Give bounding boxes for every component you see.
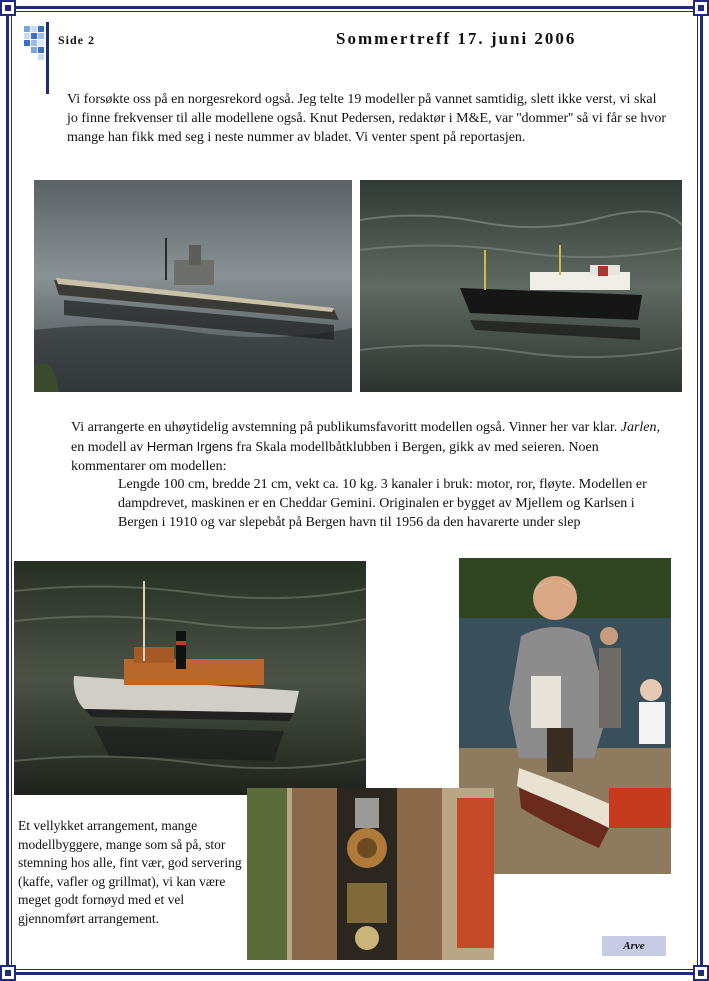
model-name: Jarlen,	[620, 420, 661, 435]
model-specs-paragraph: Lengde 100 cm, bredde 21 cm, vekt ca. 10 kg. 3 kanaler i bruk: motor, ror, fløyte. Modellen er dampdrevet, maskinen er en Cheddar Gemini. Originalen er bygget av Mjellem og Karlsen i Bergen i 1910 og var slepebåt på Bergen havn til 1956 da den havarerte under slep	[118, 477, 647, 530]
newsletter-logo-icon	[24, 22, 50, 94]
vote-text-part1: Vi arrangerte en uhøytidelig avstemning på publikumsfavoritt modellen også. Vinner her var klar.	[71, 420, 621, 435]
photo-steamer-model	[360, 180, 682, 392]
corner-ornament-top-right	[693, 0, 709, 16]
corner-ornament-bottom-right	[693, 965, 709, 981]
corner-ornament-top-left	[0, 0, 16, 16]
author-signature: Arve	[602, 936, 666, 956]
photo-warship-model	[34, 180, 352, 392]
intro-paragraph: Vi forsøkte oss på en norgesrekord også. Jeg telte 19 modeller på vannet samtidig, slett ikke verst, vi skal jo finne frekvenser til alle modellene også. Knut Pedersen, redaktør i M&E, var ''dommer'' så vi får se hvor mange han fikk med seg i neste nummer av bladet. Vi venter spent på reportasjen.	[67, 92, 667, 145]
photo-tugboat-model	[14, 561, 366, 795]
photo-engine-detail	[247, 788, 494, 960]
closing-paragraph: Et vellykket arrangement, mange modellbyggere, mange som så på, stor stemning hos alle, fint vær, god servering (kaffe, vafler og grillmat), vi kan være meget godt fornøyd med et vel gjennomført arrangement.	[18, 818, 242, 926]
vote-paragraph	[71, 418, 671, 476]
vote-text-part3: fra Skala modellbåtklubben i Bergen, gikk av med seieren. Noen kommentarer om modellen:	[71, 440, 599, 474]
page-title: Sommertreff 17. juni 2006	[336, 29, 577, 48]
page-number: Side 2	[58, 33, 96, 47]
corner-ornament-bottom-left	[0, 965, 16, 981]
builder-name: Herman Irgens	[146, 439, 233, 454]
vote-text-part2: en modell av	[71, 440, 147, 455]
